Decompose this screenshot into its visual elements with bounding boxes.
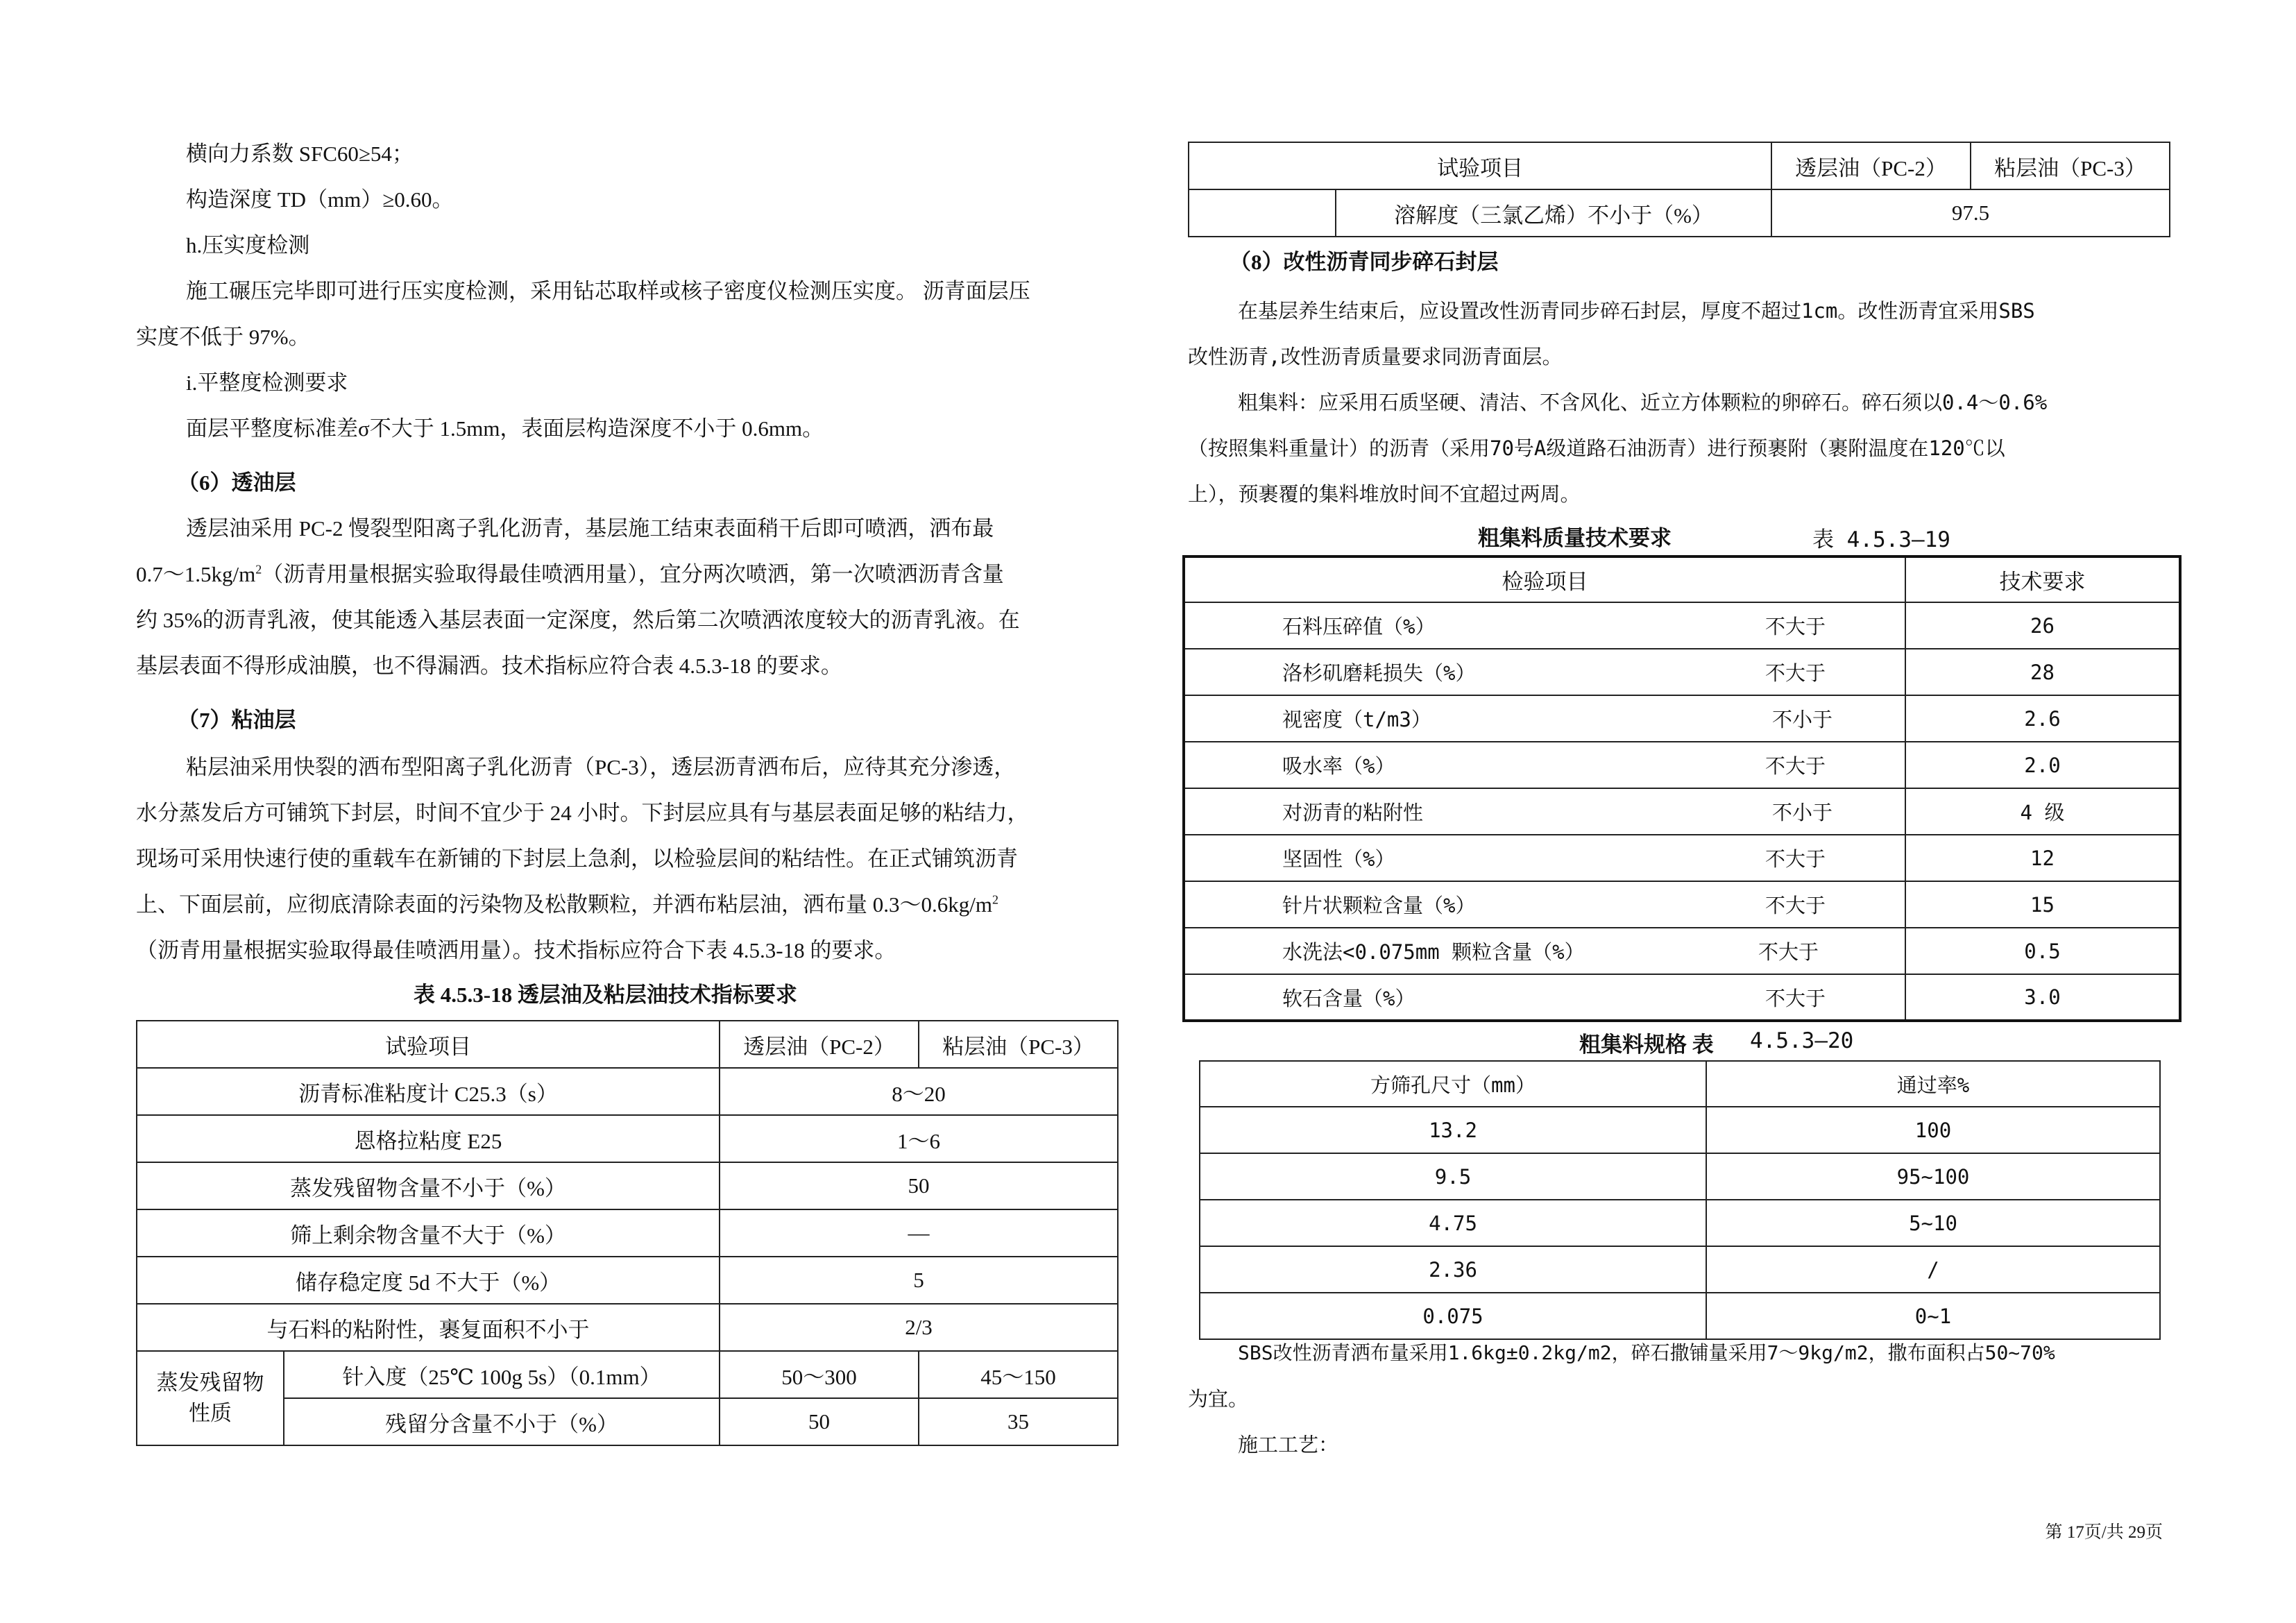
text-line: $0.7\sim 1.5kg/m^2$（沥青用量根据实验取得最佳喷洒用量），宜分两次喷洒，第一次喷洒沥青含量 — [136, 562, 1004, 586]
table-cell: 2.0 — [1905, 742, 2180, 788]
table-cell: 1～6 — [720, 1115, 1118, 1162]
table-cell: 2.6 — [1905, 695, 2180, 742]
table-row: 吸水率（%） 不大于 — [1184, 742, 1905, 788]
text-line: 构造深度 TD（mm）≥0.60。 — [186, 187, 454, 212]
table-cell: / — [1706, 1246, 2160, 1293]
text-line: 上、下面层前，应彻底清除表面的污染物及松散颗粒，并洒布粘层油，洒布量 $0.3\sim 0.6kg/m^2$ — [136, 892, 998, 917]
table-cell: 8～20 — [720, 1068, 1118, 1115]
table-number: 表 4.5.3—19 — [1812, 527, 1950, 552]
table-header: 检验项目 — [1184, 556, 1905, 602]
table-header: 透层油（PC-2） — [1771, 142, 1971, 189]
table-cell: 0.075 — [1200, 1293, 1706, 1339]
table-cell: 28 — [1905, 649, 2180, 695]
table-header: 技术要求 — [1905, 556, 2180, 602]
text-line: 横向力系数 SFC60≥54； — [186, 142, 414, 166]
text-line: 基层表面不得形成油膜，也不得漏洒。技术指标应符合表 4.5.3-18 的要求。 — [136, 654, 842, 678]
table-cell: 97.5 — [1771, 189, 2170, 237]
text-line: 改性沥青,改性沥青质量要求同沥青面层。 — [1188, 345, 1563, 368]
text-line: 粘层油采用快裂的洒布型阳离子乳化沥青（PC-3），透层沥青洒布后，应待其充分渗透， — [186, 755, 1016, 779]
table-cell: 2/3 — [720, 1304, 1118, 1351]
table-4-5-3-19 — [1182, 555, 2182, 1022]
table-cell: 针入度（25℃ 100g 5s）（0.1mm） — [284, 1351, 720, 1398]
text-line: 上），预裹覆的集料堆放时间不宜超过两周。 — [1188, 482, 1581, 506]
text-line: SBS改性沥青洒布量采用1.6kg±0.2kg/m2，碎石撒铺量采用7～9kg/m2，撒布面积占50~70% — [1238, 1341, 2055, 1364]
table-row: 水洗法<0.075mm 颗粒含量（%） 不大于 — [1184, 928, 1905, 974]
table-cell: 50 — [720, 1398, 919, 1445]
table-cell: 3.0 — [1905, 974, 2180, 1021]
text-line: 透层油采用 PC-2 慢裂型阳离子乳化沥青，基层施工结束表面稍干后即可喷洒，洒布最 — [186, 516, 994, 541]
text-line: （按照集料重量计）的沥青（采用70号A级道路石油沥青）进行预裹附（裹附温度在120℃以 — [1188, 436, 2005, 460]
table-row: 针片状颗粒含量（%） 不大于 — [1184, 881, 1905, 928]
table-cell: 35 — [919, 1398, 1118, 1445]
table-cell: 筛上剩余物含量不大于（%） — [137, 1209, 720, 1257]
table-caption: 粗集料质量技术要求 — [1478, 526, 1672, 550]
table-header: 试验项目 — [137, 1021, 720, 1068]
table-row: 洛杉矶磨耗损失（%） 不大于 — [1184, 649, 1905, 695]
table-row: 视密度（t/m3） 不小于 — [1184, 695, 1905, 742]
table-row: 坚固性（%） 不大于 — [1184, 835, 1905, 881]
table-cell: 蒸发残留物含量不小于（%） — [137, 1162, 720, 1209]
text-line: 现场可采用快速行使的重载车在新铺的下封层上急刹，以检验层间的粘结性。在正式铺筑沥青 — [136, 847, 1018, 871]
text-line: 为宜。 — [1188, 1387, 1249, 1411]
text-line: 粗集料：应采用石质坚硬、清洁、不含风化、近立方体颗粒的卵碎石。碎石须以0.4～0.6% — [1238, 391, 2048, 414]
table-cell: 15 — [1905, 881, 2180, 928]
text-line: 在基层养生结束后，应设置改性沥青同步碎石封层，厚度不超过1cm。改性沥青宜采用SBS — [1238, 299, 2035, 323]
text-line: 面层平整度标准差σ不大于 1.5mm，表面层构造深度不小于 0.6mm。 — [186, 416, 824, 441]
text-line: 水分蒸发后方可铺筑下封层，时间不宜少于 24 小时。下封层应具有与基层表面足够的粘结力， — [136, 801, 1029, 825]
table-header: 通过率% — [1706, 1061, 2160, 1107]
table-cell: 13.2 — [1200, 1107, 1706, 1153]
table-cell: 100 — [1706, 1107, 2160, 1153]
table-cell: 储存稳定度 5d 不大于（%） — [137, 1257, 720, 1304]
table-cell: 50～300 — [720, 1351, 919, 1398]
table-cell: 5~10 — [1706, 1200, 2160, 1246]
table-number: 4.5.3—20 — [1750, 1028, 1854, 1053]
table-cell: 95~100 — [1706, 1153, 2160, 1200]
table-cell: 0.5 — [1905, 928, 2180, 974]
table-cell: 4 级 — [1905, 788, 2180, 835]
table-cell: 9.5 — [1200, 1153, 1706, 1200]
table-row: 软石含量（%） 不大于 — [1184, 974, 1905, 1021]
table-cell: 残留分含量不小于（%） — [284, 1398, 720, 1445]
text-line: 实度不低于 97%。 — [136, 325, 310, 349]
text-line: 施工工艺： — [1238, 1433, 1339, 1456]
table-header: 透层油（PC-2） — [720, 1021, 919, 1068]
page-number: 第 17页/共 29页 — [2045, 1523, 2163, 1542]
table-cell: 恩格拉粘度 E25 — [137, 1115, 720, 1162]
table-group-cell: 蒸发残留物 性质 — [137, 1351, 284, 1445]
table-cell-empty — [1189, 189, 1336, 237]
table-caption: 粗集料规格 表 — [1579, 1033, 1714, 1057]
section-heading: （8）改性沥青同步碎石封层 — [1230, 250, 1499, 274]
table-header: 试验项目 — [1189, 142, 1771, 189]
table-header: 粘层油（PC-3） — [1971, 142, 2170, 189]
text-line: h.压实度检测 — [186, 233, 310, 257]
table-cell: — — [720, 1209, 1118, 1257]
table-4-5-3-20 — [1199, 1060, 2161, 1340]
table-cell: 50 — [720, 1162, 1118, 1209]
table-row: 石料压碎值（%） 不大于 — [1184, 602, 1905, 649]
table-cell: 4.75 — [1200, 1200, 1706, 1246]
table-caption: 表 4.5.3-18 透层油及粘层油技术指标要求 — [414, 983, 797, 1007]
table-cell: 溶解度（三氯乙烯）不小于（%） — [1336, 189, 1771, 237]
text-line: （沥青用量根据实验取得最佳喷洒用量）。技术指标应符合下表 4.5.3-18 的要求。 — [136, 938, 896, 962]
section-heading: （6）透油层 — [178, 470, 296, 495]
table-cell: 与石料的粘附性，裹复面积不小于 — [137, 1304, 720, 1351]
table-cell: 26 — [1905, 602, 2180, 649]
text-line: i.平整度检测要求 — [186, 371, 348, 395]
table-continuation — [1188, 142, 2170, 237]
text-line: 约 35%的沥青乳液，使其能透入基层表面一定深度，然后第二次喷洒浓度较大的沥青乳液。在 — [136, 608, 1020, 632]
table-cell: 0~1 — [1706, 1293, 2160, 1339]
table-header: 粘层油（PC-3） — [919, 1021, 1118, 1068]
text-line: 施工碾压完毕即可进行压实度检测，采用钻芯取样或核子密度仪检测压实度。 沥青面层压 — [186, 279, 1030, 303]
table-cell: 5 — [720, 1257, 1118, 1304]
table-cell: 12 — [1905, 835, 2180, 881]
table-cell: 2.36 — [1200, 1246, 1706, 1293]
table-cell: 沥青标准粘度计 C25.3（s） — [137, 1068, 720, 1115]
table-4-5-3-18 — [136, 1020, 1119, 1446]
table-cell: 45～150 — [919, 1351, 1118, 1398]
table-header: 方筛孔尺寸（mm） — [1200, 1061, 1706, 1107]
table-row: 对沥青的粘附性 不小于 — [1184, 788, 1905, 835]
section-heading: （7）粘油层 — [178, 708, 296, 732]
